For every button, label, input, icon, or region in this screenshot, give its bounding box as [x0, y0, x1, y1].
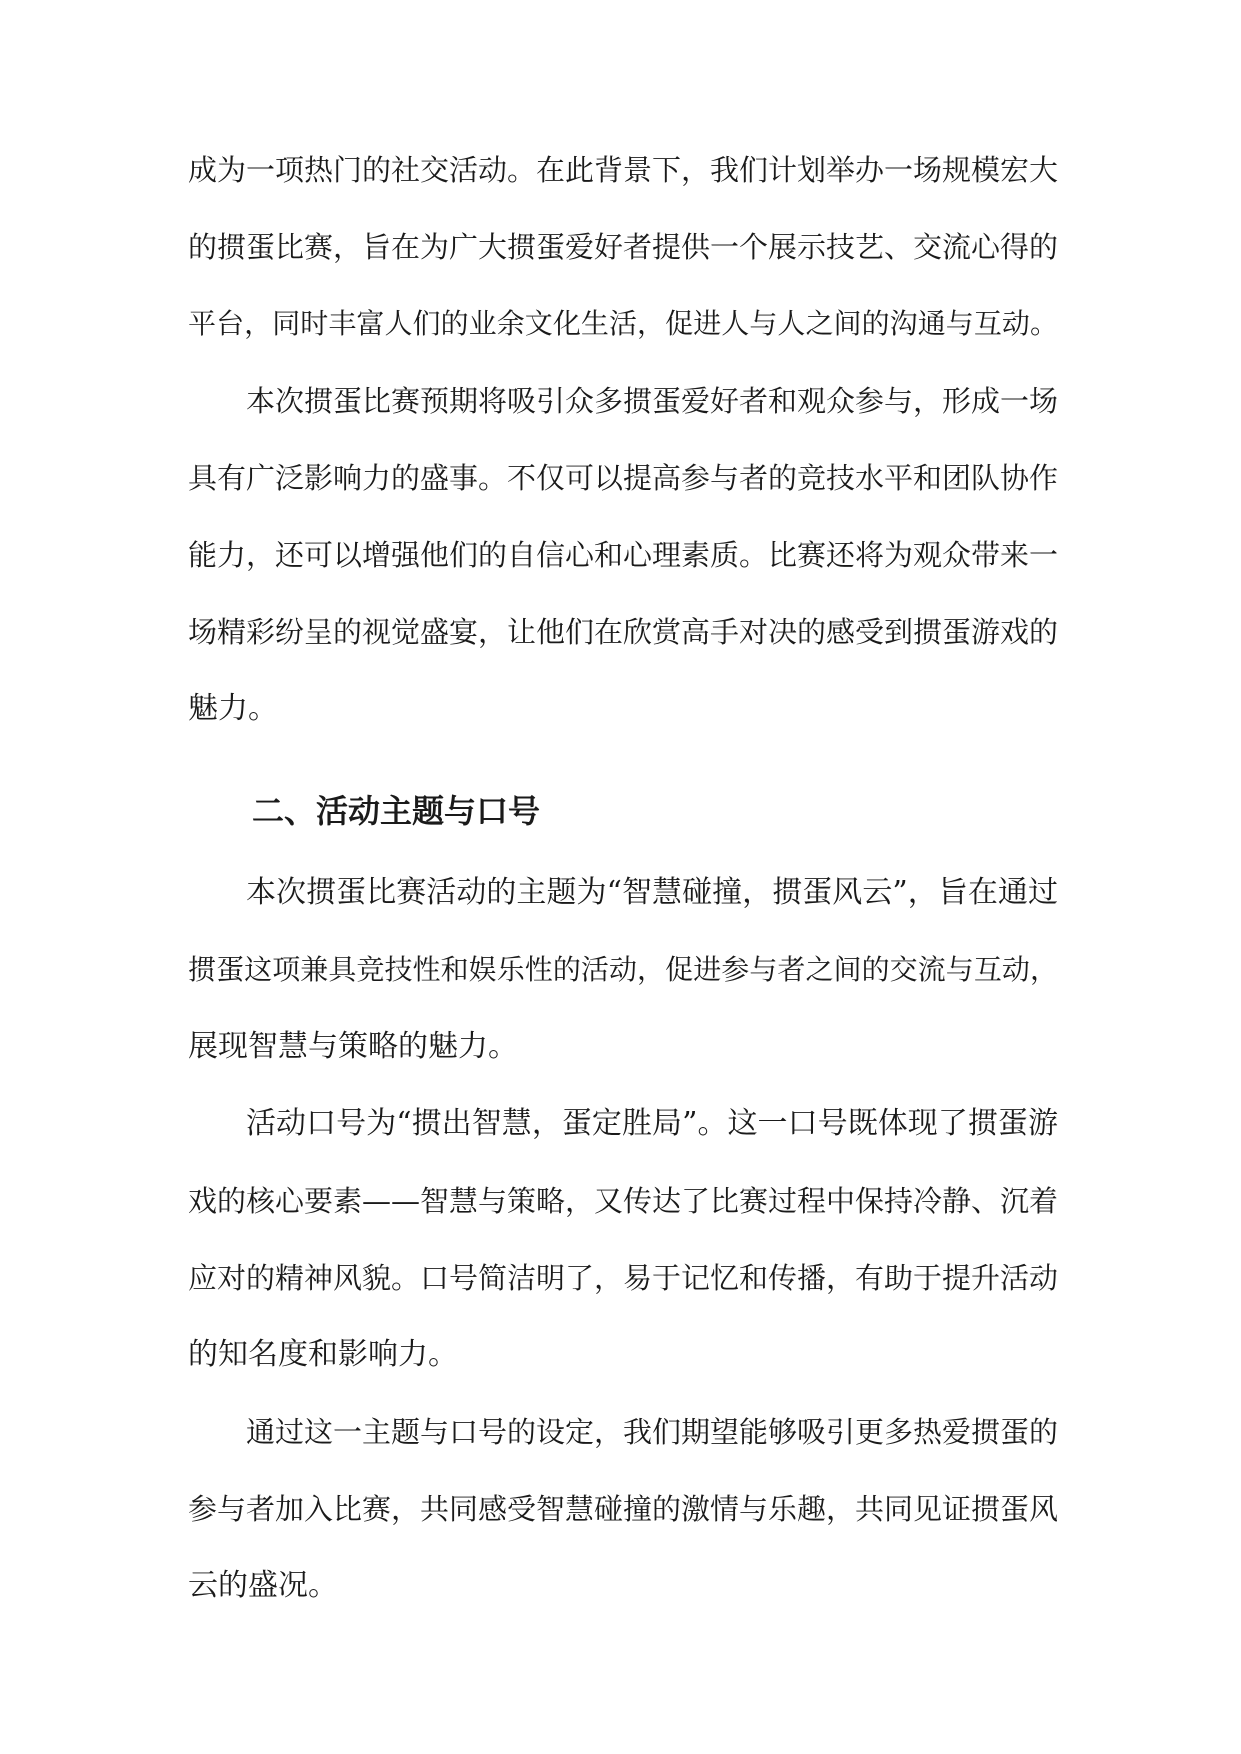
paragraph-line: 的知名度和影响力。: [188, 1337, 458, 1372]
paragraph-line: 魅力。: [188, 691, 278, 726]
paragraph-line: 的掼蛋比赛，旨在为广大掼蛋爱好者提供一个展示技艺、交流心得的: [188, 230, 1059, 264]
paragraph-line: 应对的精神风貌。口号简洁明了，易于记忆和传播，有助于提升活动: [188, 1261, 1059, 1295]
paragraph-line: 成为一项热门的社交活动。在此背景下，我们计划举办一场规模宏大: [188, 153, 1059, 187]
paragraph-line: 具有广泛影响力的盛事。不仅可以提高参与者的竞技水平和团队协作: [188, 461, 1059, 495]
paragraph-line: 本次掼蛋比赛活动的主题为“智慧碰撞，掼蛋风云”，旨在通过: [246, 875, 1058, 910]
paragraph-line: 平台，同时丰富人们的业余文化生活，促进人与人之间的沟通与互动。: [188, 307, 1058, 340]
paragraph-line: 本次掼蛋比赛预期将吸引众多掼蛋爱好者和观众参与，形成一场: [246, 384, 1059, 418]
section-heading: 二、活动主题与口号: [252, 792, 541, 830]
paragraph-line: 场精彩纷呈的视觉盛宴，让他们在欣赏高手对决的感受到掼蛋游戏的: [188, 615, 1059, 649]
paragraph-line: 戏的核心要素——智慧与策略，又传达了比赛过程中保持冷静、沉着: [188, 1184, 1059, 1218]
paragraph-line: 展现智慧与策略的魅力。: [188, 1029, 518, 1064]
paragraph-line: 通过这一主题与口号的设定，我们期望能够吸引更多热爱掼蛋的: [246, 1415, 1059, 1449]
paragraph-line: 掼蛋这项兼具竞技性和娱乐性的活动，促进参与者之间的交流与互动，: [188, 953, 1058, 986]
paragraph-line: 参与者加入比赛，共同感受智慧碰撞的激情与乐趣，共同见证掼蛋风: [188, 1492, 1059, 1526]
paragraph-line: 云的盛况。: [188, 1568, 338, 1603]
paragraph-line: 活动口号为“掼出智慧，蛋定胜局”。这一口号既体现了掼蛋游: [246, 1106, 1058, 1141]
paragraph-line: 能力，还可以增强他们的自信心和心理素质。比赛还将为观众带来一: [188, 538, 1059, 572]
